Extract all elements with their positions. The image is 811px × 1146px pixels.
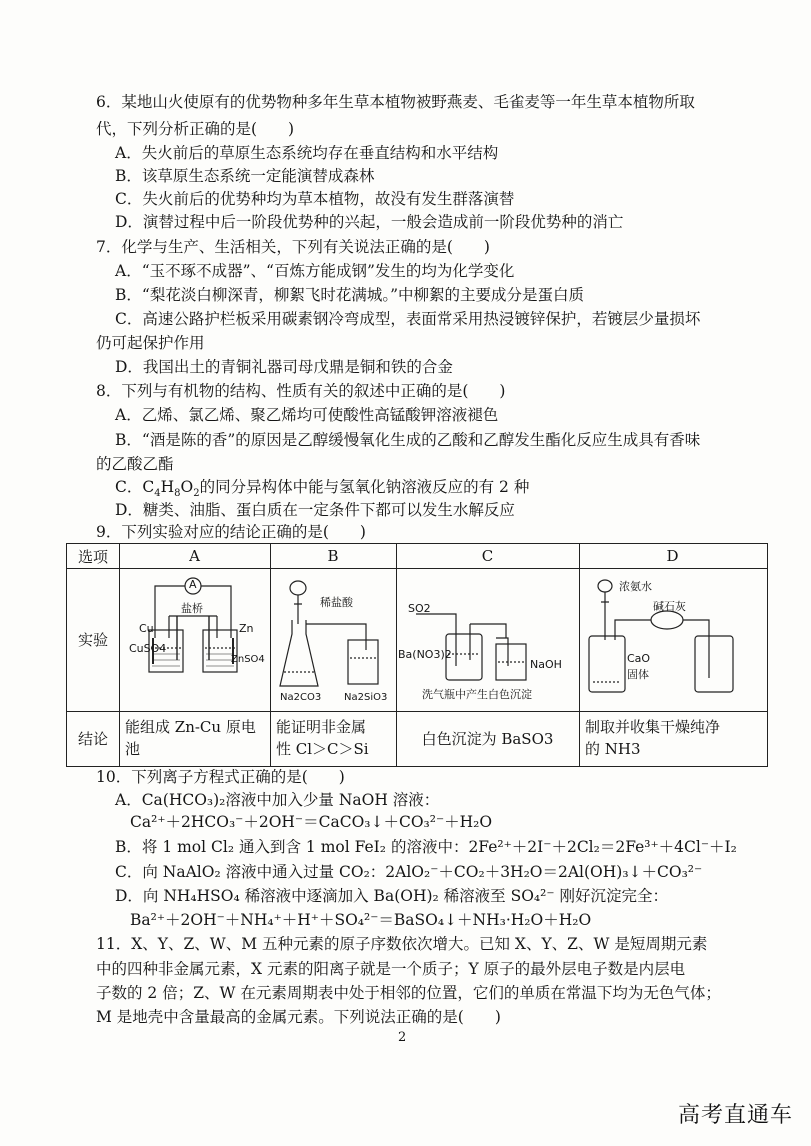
ammeter-label: A [189,578,197,591]
q10-option-a: A．Ca(HCO₃)₂溶液中加入少量 NaOH 溶液： [115,791,440,809]
q8-option-a: A．乙烯、氯乙烯、聚乙烯均可使酸性高锰酸钾溶液褪色 [115,406,499,424]
q6-option-c: C．失火前后的优势种均为草本植物，故没有发生群落演替 [115,190,515,208]
na2sio3-label: Na2SiO3 [344,692,388,703]
conclusion-a: 能组成 Zn-Cu 原电 池 [125,718,256,758]
table-header-option: 选项 [77,547,108,566]
q7-option-c-line2: 仍可起保护作用 [96,334,205,352]
q11-line4: M 是地壳中含量最高的金属元素。下列说法正确的是( ) [96,1008,501,1026]
na2co3-label: Na2CO3 [280,692,322,703]
naoh-label: NaOH [530,658,562,671]
q9-table [66,543,768,767]
q10-option-b: B．将 1 mol Cl₂ 通入到含 1 mol FeI₂ 的溶液中：2Fe²⁺＋2I⁻＋2Cl₂＝2Fe³⁺＋4Cl⁻＋I₂ [115,838,737,856]
q10-option-d-equation: Ba²⁺＋2OH⁻＋NH₄⁺＋H⁺＋SO₄²⁻＝BaSO₄↓＋NH₃·H₂O＋H₂O [130,911,592,929]
cu-electrode-label: Cu [139,622,154,635]
conclusion-c: 白色沉淀为 BaSO3 [421,729,554,748]
page-number: 2 [398,1030,407,1045]
cao-label: CaO [627,652,651,665]
q10-option-c: C．向 NaAlO₂ 溶液中通入过量 CO₂：2AlO₂⁻＋CO₂＋3H₂O＝2Al(OH)₃↓＋CO₃²⁻ [115,863,703,881]
q6-option-a: A．失火前后的草原生态系统均存在垂直结构和水平结构 [115,144,499,162]
diagram-b-acid-carbonate [270,568,396,711]
q11-line1: 11．X、Y、Z、W、M 五种元素的原子序数依次增大。已知 X、Y、Z、W 是短周期元素 [96,935,708,953]
q8-option-c: C．$C_4H_8O_2$的同分异构体中能与氢氧化钠溶液反应的有 2 种 [115,478,530,500]
q7-stem: 7．化学与生产、生活相关，下列有关说法正确的是( ) [96,238,490,256]
q10-option-a-equation: Ca²⁺＋2HCO₃⁻＋2OH⁻＝CaCO₃↓＋CO₃²⁻＋H₂O [130,813,493,831]
q7-option-a: A．“玉不琢不成器”、“百炼方能成钢”发生的均为化学变化 [115,262,515,280]
q6-option-d: D．演替过程中后一阶段优势种的兴起，一般会造成前一阶段优势种的消亡 [115,213,624,231]
watermark: 高考直通车 [677,1103,793,1128]
conclusion-b: 能证明非金属 性 Cl＞C＞Si [276,718,369,758]
q7-option-c-line1: C．高速公路护栏板采用碳素钢冷弯成型，表面常采用热浸镀锌保护，若镀层少量损坏 [115,310,701,328]
q6-stem-line1: 6．某地山火使原有的优势物种多年生草本植物被野燕麦、毛雀麦等一年生草本植物所取 [96,93,695,111]
q6-stem-line2: 代，下列分析正确的是( ) [96,120,295,138]
table-header-b: B [327,547,339,565]
q8-option-d: D．糖类、油脂、蛋白质在一定条件下都可以发生水解反应 [115,501,515,519]
cuso4-label: CuSO4 [129,642,167,655]
q10-option-d: D．向 NH₄HSO₄ 稀溶液中逐滴加入 Ba(OH)₂ 稀溶液至 SO₄²⁻ 刚好沉淀完全： [115,887,668,905]
white-precipitate-caption: 洗气瓶中产生白色沉淀 [422,688,532,701]
table-header-c: C [481,547,494,565]
q9-stem: 9．下列实验对应的结论正确的是( ) [96,523,366,541]
diagram-a-galvanic-cell [119,568,270,711]
q8-option-b-line2: 的乙酸乙酯 [96,455,174,473]
conc-ammonia-label: 浓氨水 [619,580,652,593]
znso4-label: ZnSO4 [231,654,265,665]
zn-electrode-label: Zn [239,622,254,635]
q8-stem: 8．下列与有机物的结构、性质有关的叙述中正确的是( ) [96,382,506,400]
q10-stem: 10．下列离子方程式正确的是( ) [96,768,345,786]
soda-lime-label: 碱石灰 [653,600,686,613]
table-header-d: D [666,547,679,565]
dilute-hcl-label: 稀盐酸 [320,596,353,609]
so2-label: SO2 [408,602,431,615]
diagram-c-so2-barium [396,568,579,711]
solid-label: 固体 [627,668,649,681]
q6-option-b: B．该草原生态系统一定能演替成森林 [115,167,375,185]
salt-bridge-label: 盐桥 [181,602,203,615]
conclusion-d: 制取并收集干燥纯净 的 NH3 [585,718,721,758]
q11-line3: 子数的 2 倍；Z、W 在元素周期表中处于相邻的位置，它们的单质在常温下均为无色气体； [96,984,721,1002]
row-label-conclusion: 结论 [77,729,108,748]
barium-nitrate-label: Ba(NO3)2 [398,648,452,661]
row-label-experiment: 实验 [77,631,108,649]
q8-option-b-line1: B．“酒是陈的香”的原因是乙醇缓慢氧化生成的乙酸和乙醇发生酯化反应生成具有香味 [115,431,701,449]
q7-option-b: B．“梨花淡白柳深青，柳絮飞时花满城。”中柳絮的主要成分是蛋白质 [115,286,584,304]
q11-line2: 中的四种非金属元素，X 元素的阳离子就是一个质子；Y 原子的最外层电子数是内层电 [96,960,686,978]
diagram-d-ammonia [579,568,766,711]
table-header-a: A [189,547,200,565]
q7-option-d: D．我国出土的青铜礼器司母戊鼎是铜和铁的合金 [115,358,453,376]
